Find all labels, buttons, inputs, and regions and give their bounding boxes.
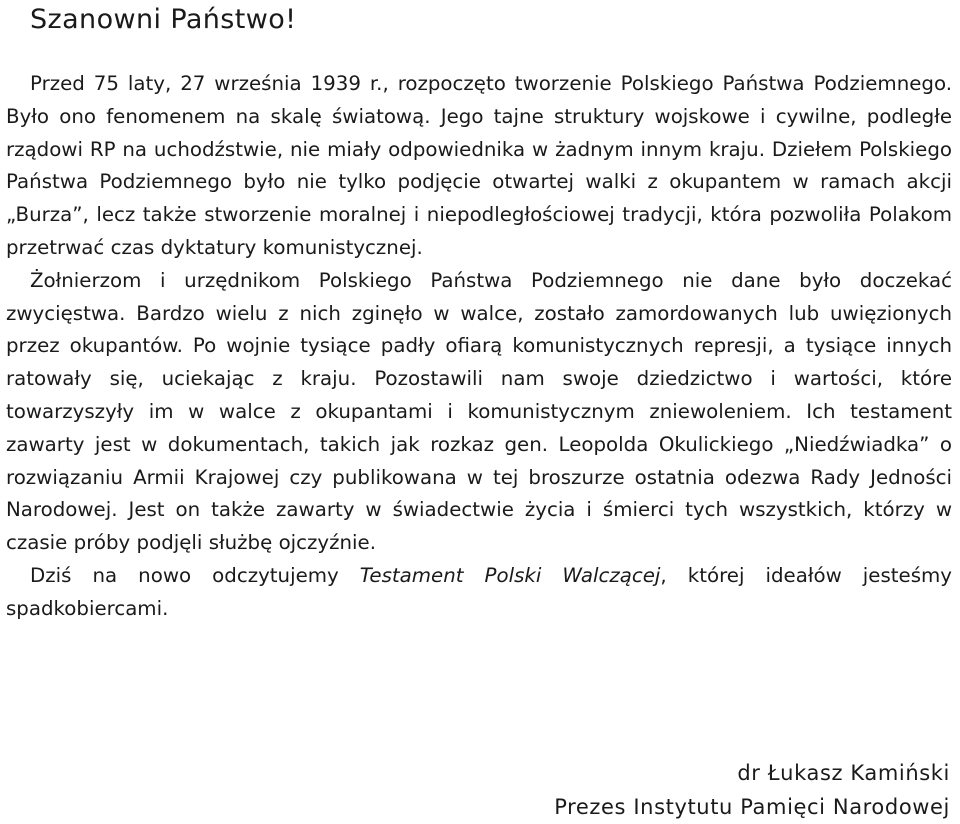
paragraph-2: Żołnierzom i urzędnikom Polskiego Państwa Podziemnego nie dane było doczekać zwycięstwa. Bardzo wielu z nich zginęło w walce, zostało zamordowanych lub uwięzionych przez okupantów. Po wojnie tysiące padły ofiarą komunistycznych represji, a tysiące innych ratowały się, uciekając z kraju. Pozostawili nam swoje dziedzictwo i wartości, które towarzyszyły im w walce z okupantami i komunistycznym zniewoleniem. Ich testament zawarty jest w dokumentach, takich jak rozkaz gen. Leopolda Okulickiego „Niedźwiadka” o rozwiązaniu Armii Krajowej czy publikowana w tej broszurze ostatnia odezwa Rady Jedności Narodowej. Jest on także zawarty w świadectwie życia i śmierci tych wszystkich, którzy w czasie próby podjęli służbę ojczyźnie. (6, 268, 952, 555)
signature-block (554, 756, 950, 824)
signature-name: dr Łukasz Kamiński (737, 761, 950, 785)
document-title: Testament Polski Walczącej (359, 563, 661, 587)
letter-body (6, 68, 952, 626)
paragraph-3-after: , której ideałów jesteśmy spadkobiercami. (6, 563, 952, 620)
paragraph-1: Przed 75 laty, 27 września 1939 r., rozpoczęto tworzenie Polskiego Państwa Podziemnego. Było ono fenomenem na skalę światową. Jego tajne struktury wojskowe i cywilne, podległe rządowi RP na uchodźstwie, nie miały odpowiednika w żadnym innym kraju. Dziełem Polskiego Państwa Podziemnego było nie tylko podjęcie otwartej walki z okupantem w ramach akcji „Burza”, lecz także stworzenie moralnej i niepodległościowej tradycji, która pozwoliła Polakom przetrwać czas dyktatury komunistycznej. (6, 72, 952, 259)
paragraph-3 (6, 560, 952, 626)
signature-position: Prezes Instytutu Pamięci Narodowej (554, 795, 950, 819)
salutation: Szanowni Państwo! (30, 4, 297, 35)
paragraph-3-before: Dziś na nowo odczytujemy (30, 563, 360, 587)
